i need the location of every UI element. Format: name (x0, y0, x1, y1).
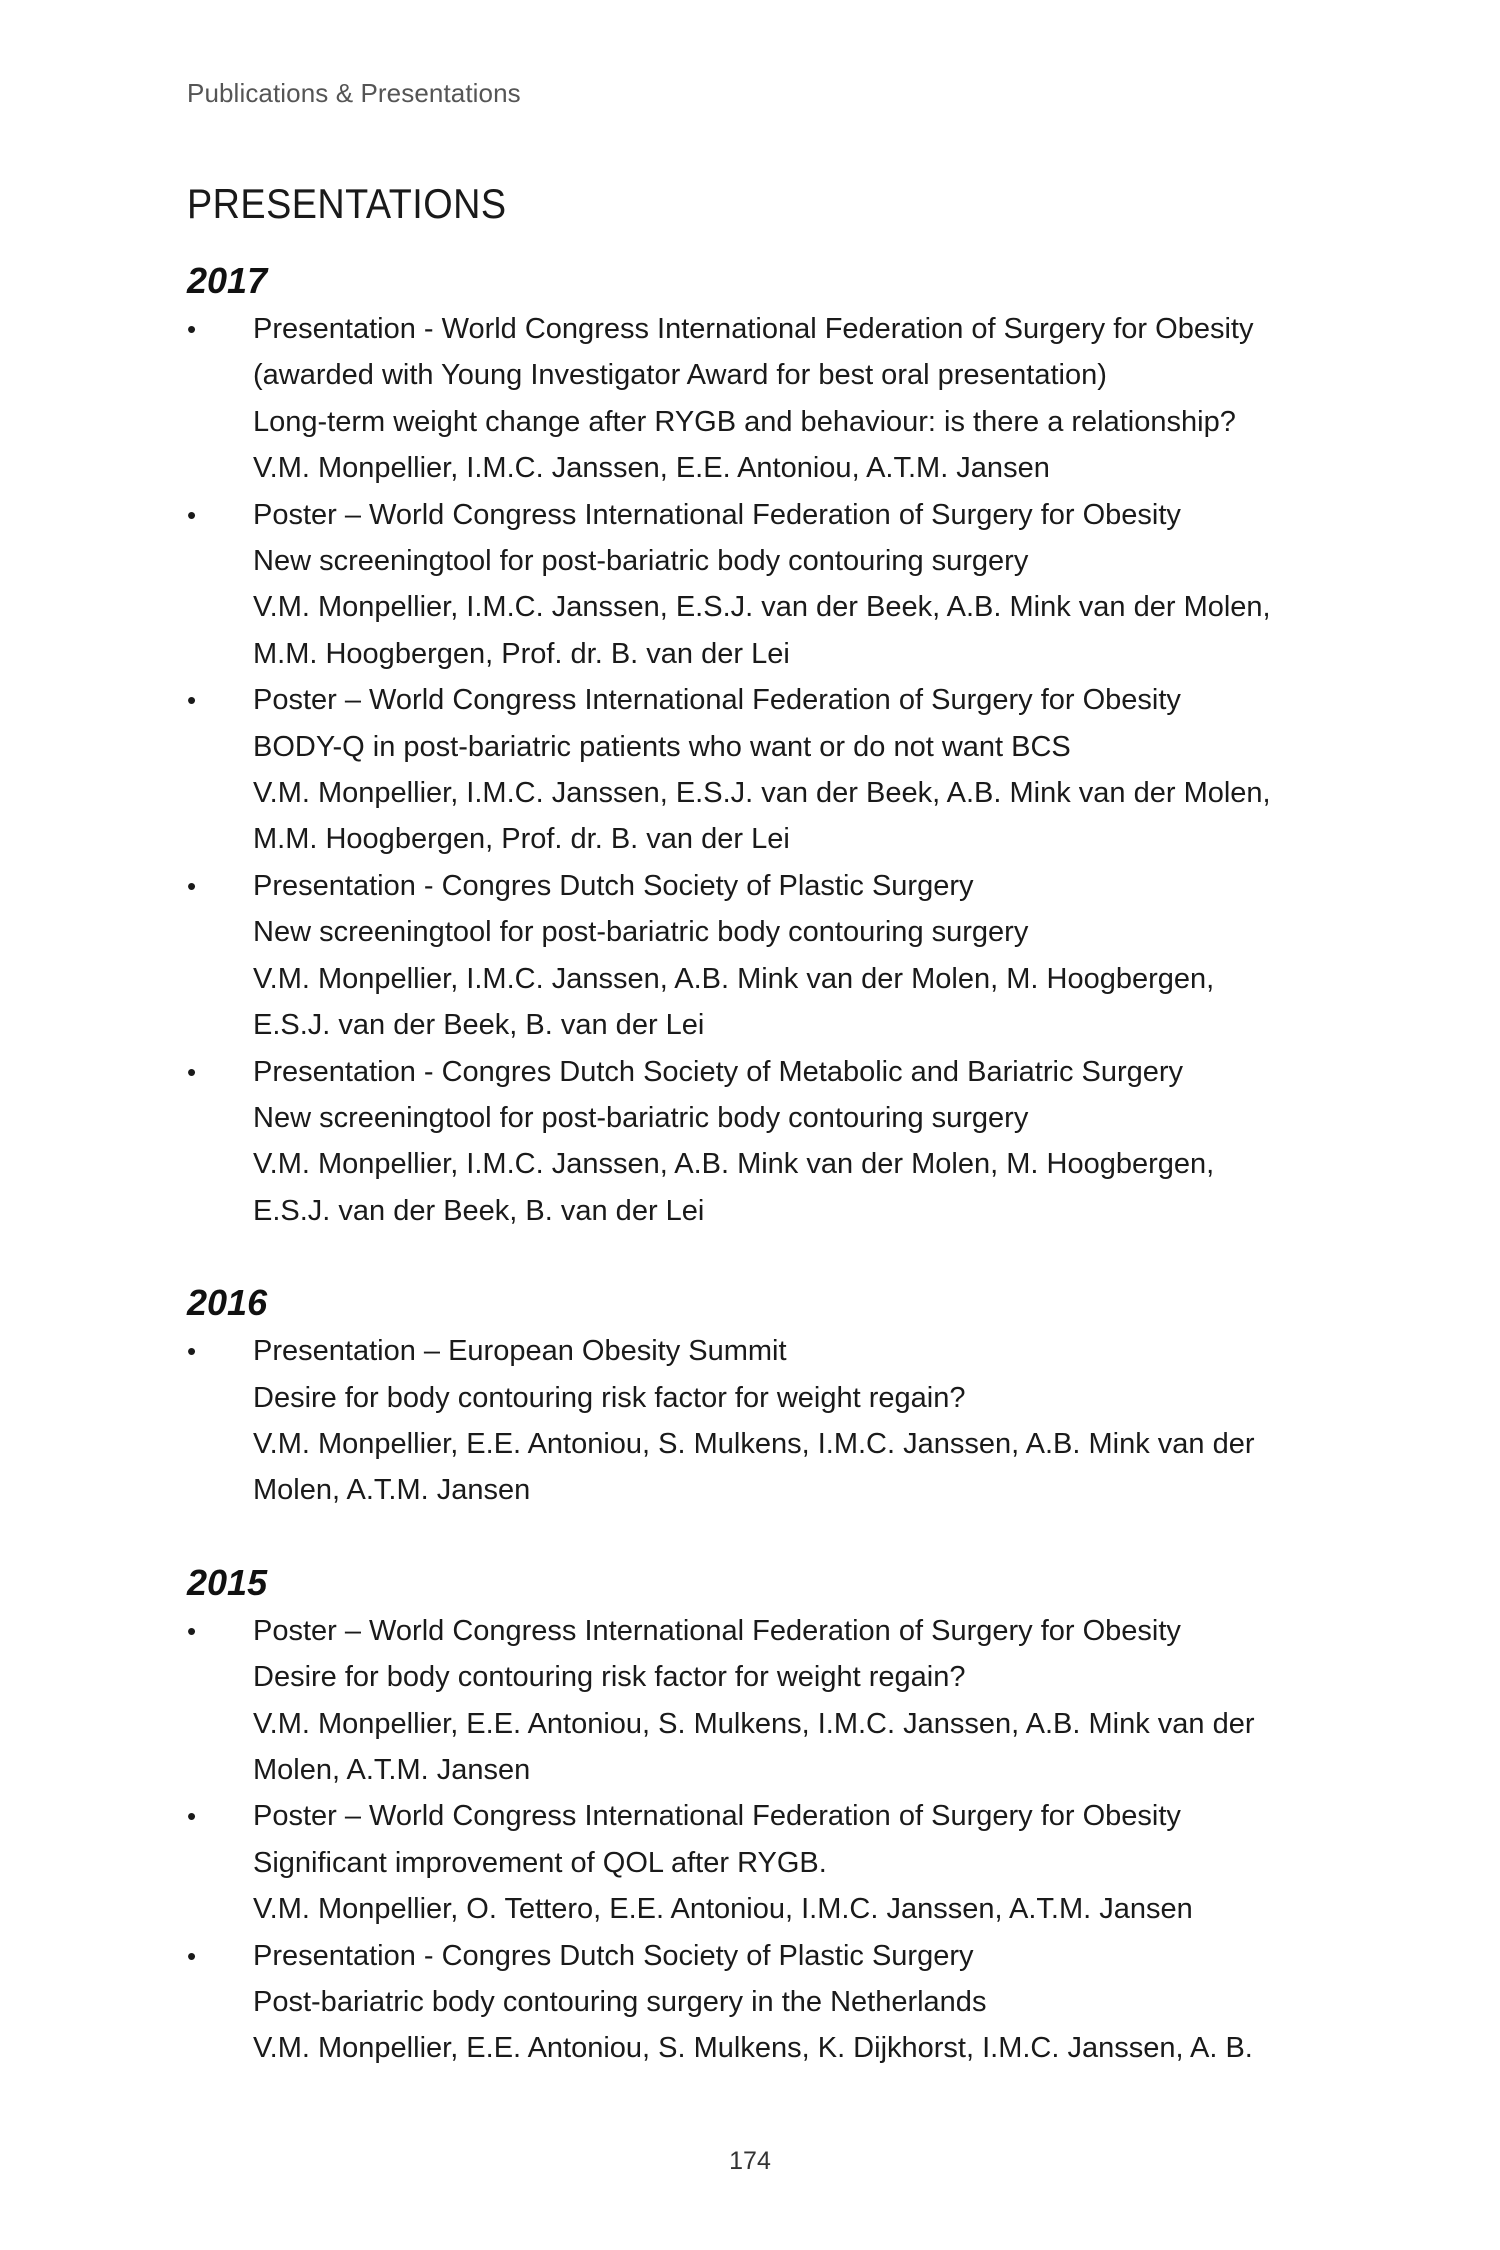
year-heading: 2017 (187, 260, 268, 301)
entry-line: Post-bariatric body contouring surgery in the Netherlands (253, 1986, 987, 2018)
entry-line: New screeningtool for post-bariatric body contouring surgery (253, 916, 1029, 949)
entry-line: New screeningtool for post-bariatric body contouring surgery (253, 1101, 1029, 1134)
entry-list (187, 306, 1337, 1234)
bullet-icon: • (187, 499, 197, 530)
entry-line: E.S.J. van der Beek, B. van der Lei (253, 1194, 705, 1227)
entry-line: V.M. Monpellier, E.E. Antoniou, S. Mulkens, I.M.C. Janssen, A.B. Mink van der (253, 1707, 1255, 1740)
entry-line: BODY-Q in post-bariatric patients who want or do not want BCS (253, 730, 1071, 763)
entry-line: V.M. Monpellier, E.E. Antoniou, S. Mulkens, I.M.C. Janssen, A.B. Mink van der (253, 1427, 1255, 1460)
entry-line: V.M. Monpellier, I.M.C. Janssen, A.B. Mink van der Molen, M. Hoogbergen, (253, 962, 1215, 995)
year-group-2015 (187, 1558, 1337, 2072)
bullet-icon: • (187, 1336, 197, 1367)
entry-line: Long-term weight change after RYGB and behaviour: is there a relationship? (253, 405, 1236, 438)
entry-line: Desire for body contouring risk factor for weight regain? (253, 1381, 966, 1414)
bullet-icon: • (187, 1801, 197, 1832)
entry-line: M.M. Hoogbergen, Prof. dr. B. van der Lei (253, 637, 790, 670)
entry-line: V.M. Monpellier, E.E. Antoniou, S. Mulkens, K. Dijkhorst, I.M.C. Janssen, A. B. (253, 2032, 1253, 2065)
entry-line: V.M. Monpellier, I.M.C. Janssen, E.S.J. van der Beek, A.B. Mink van der Molen, (253, 777, 1271, 810)
year-group-2017 (187, 256, 1337, 1234)
entry-line: Molen, A.T.M. Jansen (253, 1753, 531, 1786)
list-item (187, 1328, 1337, 1514)
year-heading: 2015 (187, 1561, 268, 1603)
bullet-icon: • (187, 1940, 197, 1971)
entry-venue: Presentation - Congres Dutch Society of Plastic Surgery (253, 869, 974, 902)
entry-venue: Presentation - Congres Dutch Society of Plastic Surgery (253, 1939, 974, 1972)
list-item (187, 306, 1337, 492)
entry-line: (awarded with Young Investigator Award for best oral presentation) (253, 359, 1107, 392)
entry-list (187, 1328, 1337, 1514)
entry-line: V.M. Monpellier, I.M.C. Janssen, A.B. Mink van der Molen, M. Hoogbergen, (253, 1148, 1215, 1181)
entry-venue: Presentation - World Congress International Federation of Surgery for Obesity (253, 313, 1254, 345)
entry-venue: Presentation - Congres Dutch Society of Metabolic and Bariatric Surgery (253, 1055, 1184, 1088)
bullet-icon: • (187, 314, 197, 344)
list-item (187, 492, 1337, 678)
bullet-icon: • (187, 870, 197, 901)
entry-line: New screeningtool for post-bariatric body contouring surgery (253, 545, 1029, 578)
entry-venue: Poster – World Congress International Federation of Surgery for Obesity (253, 498, 1181, 531)
list-item (187, 677, 1337, 863)
entry-line: V.M. Monpellier, I.M.C. Janssen, E.S.J. van der Beek, A.B. Mink van der Molen, (253, 591, 1271, 624)
running-head: Publications & Presentations (187, 78, 521, 108)
bullet-icon: • (187, 1615, 197, 1646)
entry-venue: Poster – World Congress International Federation of Surgery for Obesity (253, 1614, 1181, 1647)
list-item (187, 1793, 1337, 1932)
entry-line: Molen, A.T.M. Jansen (253, 1474, 531, 1507)
presentations-list (187, 256, 1337, 2072)
entry-venue: Poster – World Congress International Federation of Surgery for Obesity (253, 684, 1181, 717)
entry-venue: Poster – World Congress International Federation of Surgery for Obesity (253, 1800, 1181, 1833)
entry-line: Significant improvement of QOL after RYGB. (253, 1846, 827, 1879)
list-item (187, 1049, 1337, 1235)
year-heading: 2016 (187, 1282, 268, 1324)
entry-line: V.M. Monpellier, I.M.C. Janssen, E.E. Antoniou, A.T.M. Jansen (253, 452, 1050, 485)
bullet-icon: • (187, 1056, 197, 1087)
year-group-2016 (187, 1278, 1337, 1514)
entry-line: E.S.J. van der Beek, B. van der Lei (253, 1009, 705, 1042)
entry-venue: Presentation – European Obesity Summit (253, 1335, 787, 1368)
entry-line: M.M. Hoogbergen, Prof. dr. B. van der Lei (253, 823, 790, 856)
page-number: 174 (729, 2147, 771, 2175)
list-item (187, 1933, 1337, 2072)
section-title: PRESENTATIONS (187, 180, 507, 227)
entry-line: V.M. Monpellier, O. Tettero, E.E. Antoniou, I.M.C. Janssen, A.T.M. Jansen (253, 1893, 1193, 1926)
list-item (187, 863, 1337, 1049)
bullet-icon: • (187, 685, 197, 716)
list-item (187, 1608, 1337, 1794)
entry-line: Desire for body contouring risk factor for weight regain? (253, 1661, 966, 1694)
entry-list (187, 1608, 1337, 2072)
